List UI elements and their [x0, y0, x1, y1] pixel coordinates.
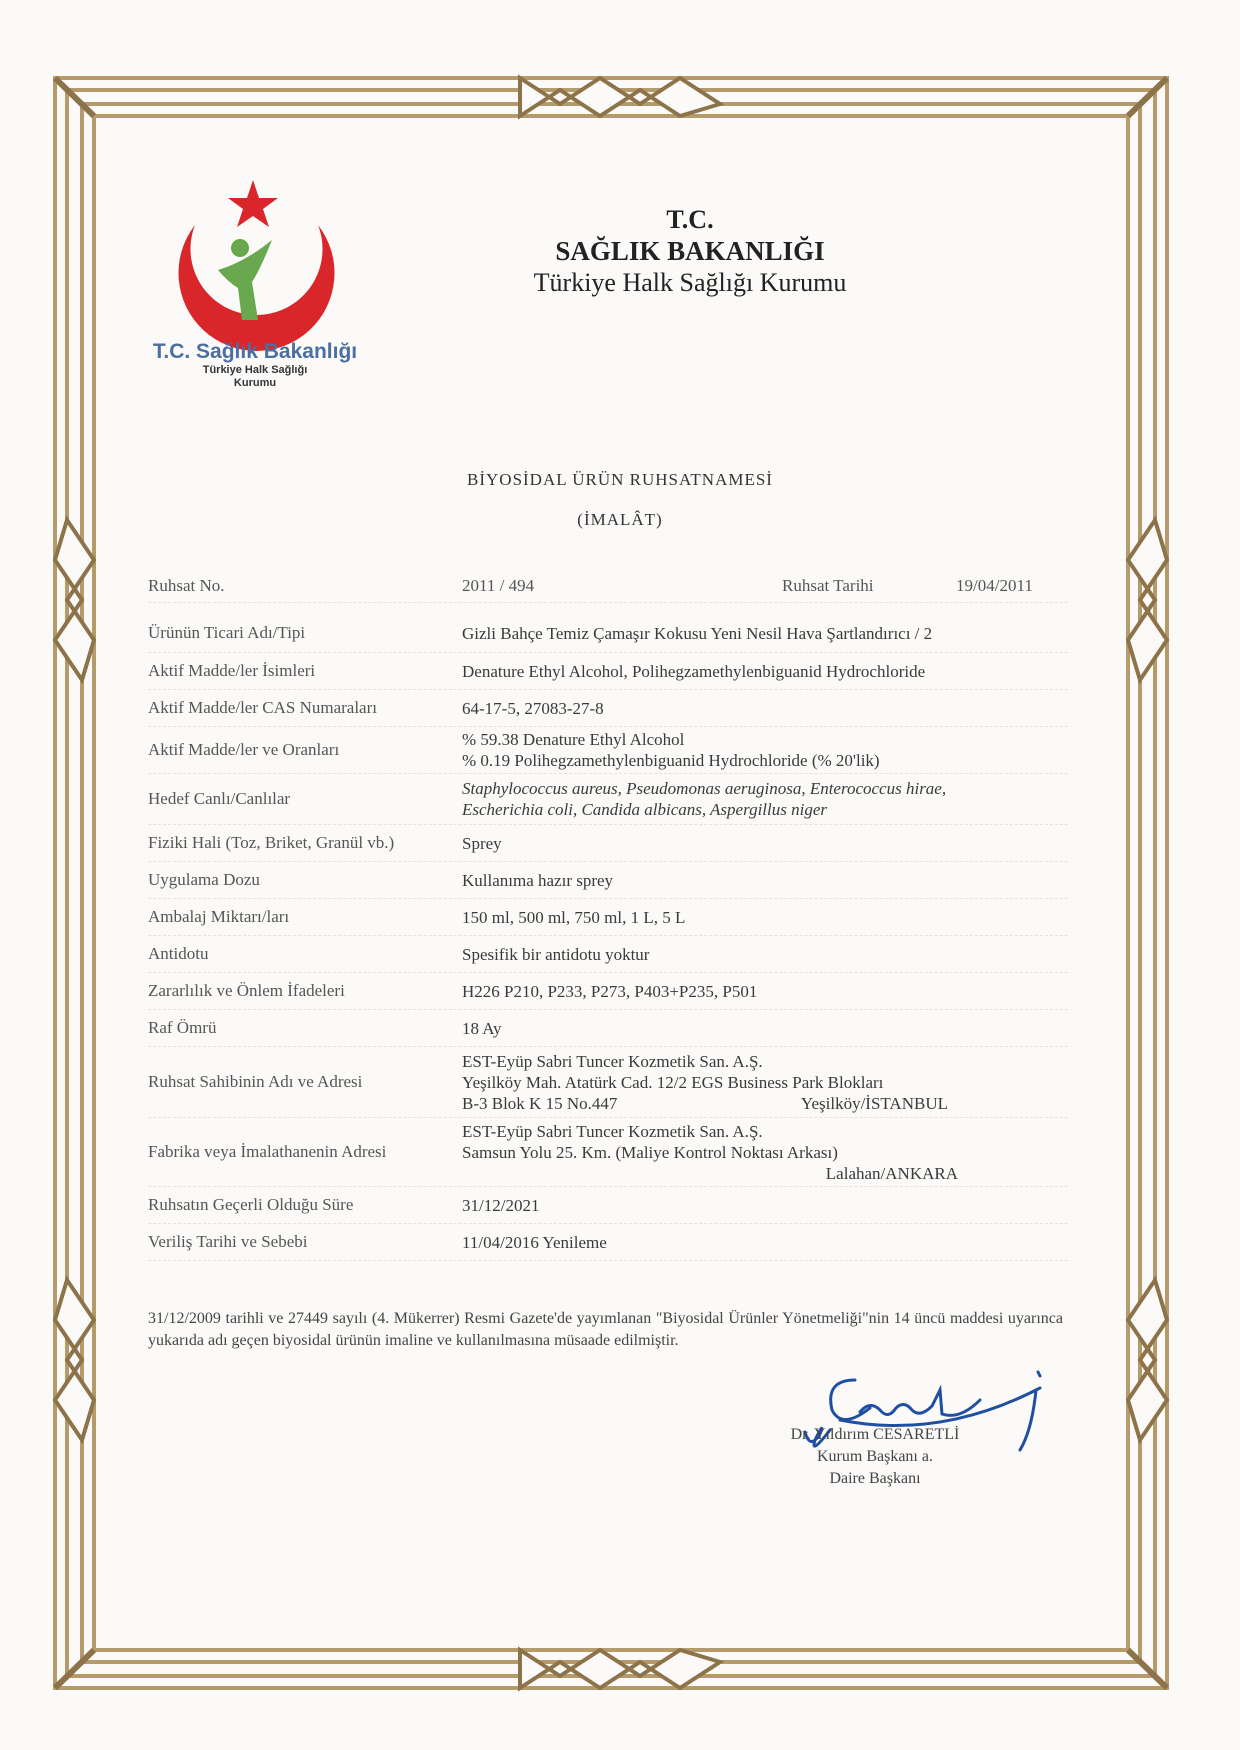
table-row: [148, 825, 1068, 862]
row-value-line: Samsun Yolu 25. Km. (Maliye Kontrol Noktası Arkası): [462, 1142, 838, 1162]
row-label: Aktif Madde/ler ve Oranları: [148, 740, 340, 759]
table-row: [148, 614, 1068, 653]
row-value-line: Yeşilköy/İSTANBUL: [800, 1093, 948, 1113]
row-label: Hedef Canlı/Canlılar: [148, 789, 291, 808]
row-value: [462, 727, 1068, 773]
row-value: [462, 1224, 1068, 1260]
table-row: [148, 774, 1068, 825]
row-value: [462, 973, 1068, 1009]
logo-line-3: Kurumu: [233, 377, 277, 389]
ministry-header: [440, 205, 940, 299]
row-value-line: 18 Ay: [462, 1018, 502, 1038]
row-label: Raf Ömrü: [148, 1018, 217, 1037]
row-value: [462, 690, 1068, 726]
table-row: [148, 862, 1068, 899]
table-row: [148, 899, 1068, 936]
row-value-line: Staphylococcus aureus, Pseudomonas aeruginosa, Enterococcus hirae,: [462, 779, 947, 798]
row-value-line: 150 ml, 500 ml, 750 ml, 1 L, 5 L: [462, 907, 686, 927]
table-row: [148, 1010, 1068, 1047]
row-label: Uygulama Dozu: [148, 870, 260, 889]
row-value-line: Escherichia coli, Candida albicans, Aspergillus niger: [462, 800, 828, 819]
row-value-line: EST-Eyüp Sabri Tuncer Kozmetik San. A.Ş.: [462, 1051, 763, 1071]
row-value-line: Gizli Bahçe Temiz Çamaşır Kokusu Yeni Nesil Hava Şartlandırıcı / 2: [462, 623, 933, 643]
row-value-line: 64-17-5, 27083-27-8: [462, 698, 604, 718]
row-label: Ruhsatın Geçerli Olduğu Süre: [148, 1195, 354, 1214]
table-row: [148, 1224, 1068, 1261]
row-value-line: 31/12/2021: [462, 1195, 540, 1215]
document-subtitle: (İMALÂT): [577, 510, 663, 529]
license-details-table: [148, 614, 1068, 1261]
row-label: Zararlılık ve Önlem İfadeleri: [148, 981, 345, 1000]
signatory-name: Dr. Yıldırım CESARETLİ: [790, 1426, 960, 1443]
row-value-line: Kullanıma hazır sprey: [462, 870, 614, 890]
row-value-line: EST-Eyüp Sabri Tuncer Kozmetik San. A.Ş.: [462, 1121, 763, 1141]
document-title: BİYOSİDAL ÜRÜN RUHSATNAMESİ: [467, 470, 773, 489]
row-label: Fabrika veya İmalathanenin Adresi: [148, 1142, 387, 1161]
row-label: Aktif Madde/ler CAS Numaraları: [148, 698, 377, 717]
logo-line-1: T.C. Sağlık Bakanlığı: [152, 340, 358, 363]
header-institution: Türkiye Halk Sağlığı Kurumu: [533, 268, 847, 297]
license-no-label: Ruhsat No.: [148, 576, 225, 595]
header-ministry: SAĞLIK BAKANLIĞI: [555, 236, 825, 266]
legal-paragraph: 31/12/2009 tarihli ve 27449 sayılı (4. Mükerrer) Resmi Gazete'de yayımlanan "Biyosidal Ürünler Yönetmeliği"nin 14 üncü maddesi uyarınca yukarıda adı geçen biyosidal ürünün imaline ve kullanılmasına müsaade edilmiştir.: [148, 1310, 1063, 1349]
table-row: [148, 1118, 1068, 1187]
row-label: Ruhsat Sahibinin Adı ve Adresi: [148, 1072, 363, 1091]
table-row: [148, 973, 1068, 1010]
row-value-line: 11/04/2016 Yenileme: [462, 1232, 607, 1252]
star-icon: [228, 180, 278, 227]
signatory-role: Kurum Başkanı a.: [817, 1448, 933, 1465]
table-row: [148, 1047, 1068, 1118]
crescent-icon: [179, 225, 335, 351]
row-value: [462, 899, 1068, 935]
row-value-line: % 0.19 Polihegzamethylenbiguanid Hydrochloride (% 20'lik): [462, 751, 880, 770]
row-value: [462, 774, 1068, 824]
signatory-dept: Daire Başkanı: [829, 1470, 921, 1487]
row-value: [462, 614, 1068, 652]
row-label: Ürünün Ticari Adı/Tipi: [148, 623, 306, 642]
logo-line-2: Türkiye Halk Sağlığı: [202, 364, 308, 376]
table-row: [148, 690, 1068, 727]
row-label: Antidotu: [148, 944, 209, 963]
license-date-label: Ruhsat Tarihi: [782, 576, 874, 595]
row-value-line: Yeşilköy Mah. Atatürk Cad. 12/2 EGS Business Park Blokları: [462, 1072, 884, 1092]
row-value-line: Sprey: [462, 833, 502, 853]
license-date-value: 19/04/2011: [956, 576, 1033, 595]
header-tc: T.C.: [666, 205, 714, 234]
logo-caption: [140, 340, 370, 390]
row-label: Aktif Madde/ler İsimleri: [148, 661, 316, 680]
row-value: [462, 1047, 1068, 1117]
table-row: [148, 727, 1068, 774]
row-label: Veriliş Tarihi ve Sebebi: [148, 1232, 308, 1251]
row-label: Fiziki Hali (Toz, Briket, Granül vb.): [148, 833, 395, 852]
license-row: [148, 572, 1068, 603]
row-value: [462, 936, 1068, 972]
row-value: [462, 1118, 1068, 1186]
row-value-line: Spesifik bir antidotu yoktur: [462, 944, 650, 964]
row-value-line: Lalahan/ANKARA: [825, 1163, 958, 1183]
row-value: [462, 1187, 1068, 1223]
row-value: [462, 653, 1068, 689]
table-row: [148, 1187, 1068, 1224]
row-value: [462, 862, 1068, 898]
row-value-line: H226 P210, P233, P273, P403+P235, P501: [462, 981, 758, 1001]
row-value-line: B-3 Blok K 15 No.447: [462, 1093, 618, 1113]
row-value-line: Denature Ethyl Alcohol, Polihegzamethylenbiguanid Hydrochloride: [462, 661, 926, 681]
row-value: [462, 1010, 1068, 1046]
row-value-line: % 59.38 Denature Ethyl Alcohol: [462, 730, 685, 749]
row-label: Ambalaj Miktarı/ları: [148, 907, 290, 926]
table-row: [148, 653, 1068, 690]
license-no-value: 2011 / 494: [462, 576, 535, 595]
row-value: [462, 825, 1068, 861]
table-row: [148, 936, 1068, 973]
signatory-block: [760, 1424, 990, 1490]
